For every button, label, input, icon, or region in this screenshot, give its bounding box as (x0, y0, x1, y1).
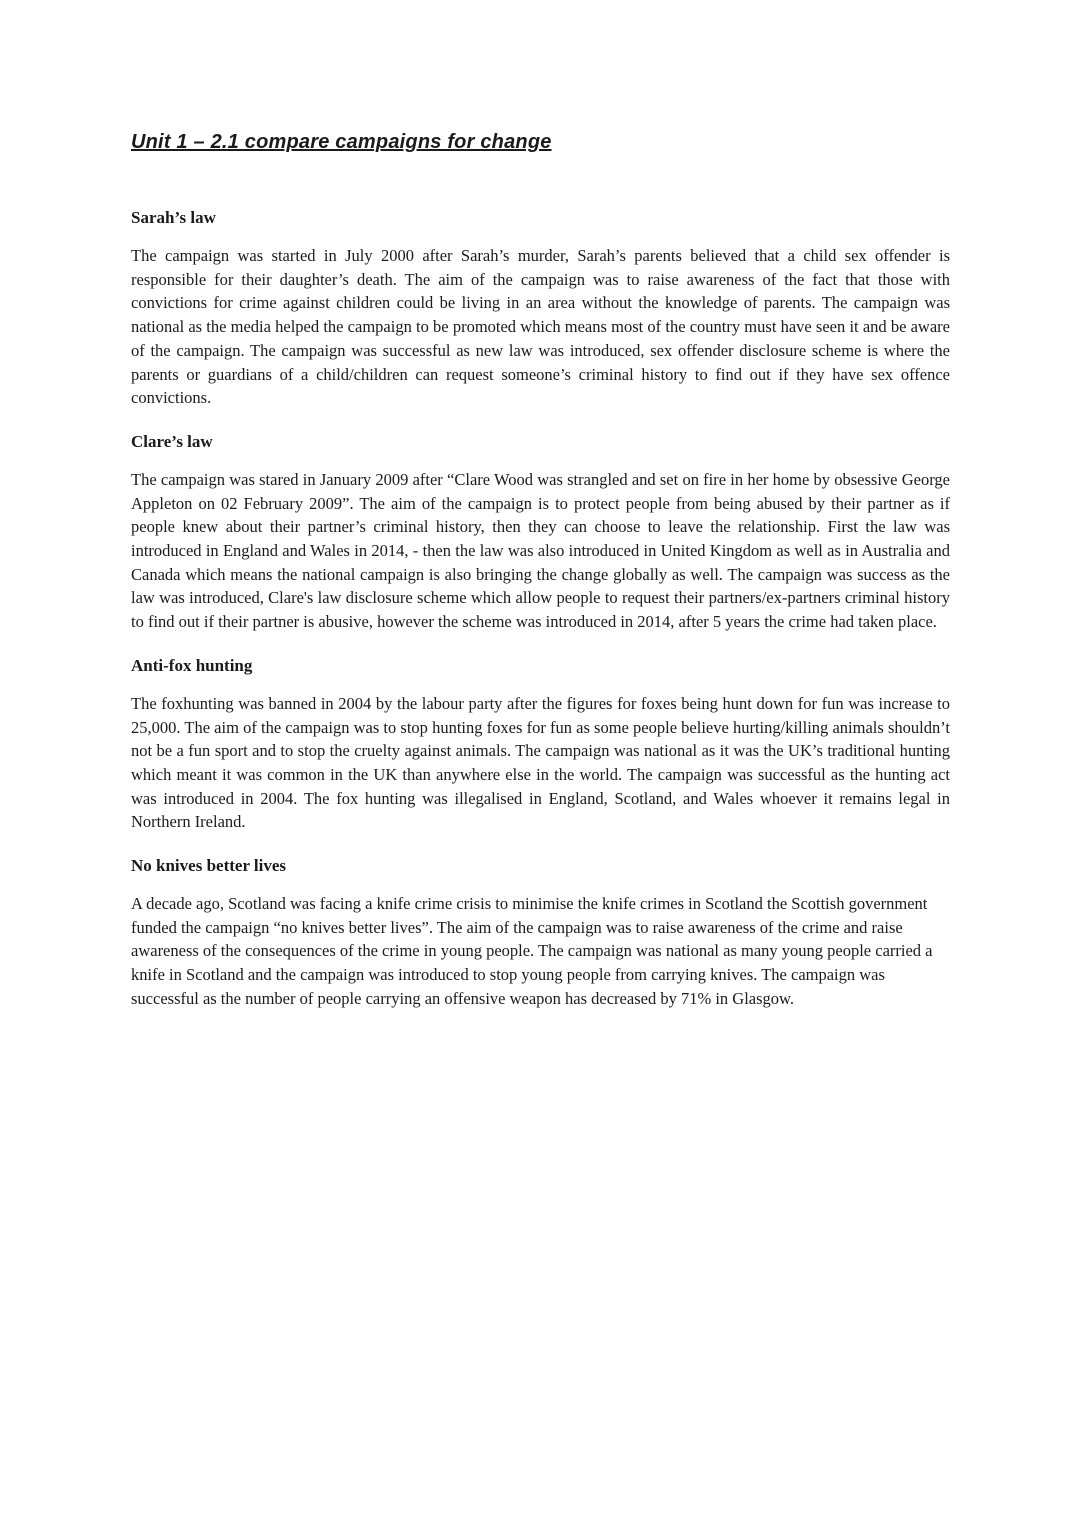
section-heading: No knives better lives (131, 856, 287, 876)
document-title: Unit 1 – 2.1 compare campaigns for change (131, 131, 552, 153)
section-paragraph: A decade ago, Scotland was facing a knife crime crisis to minimise the knife crimes in Scotland the Scottish government funded the campaign “no knives better lives”. The aim of the campaign was to raise awareness of the crime and raise awareness of the consequences of the crime in young people. The campaign was national as many young people carried a knife in Scotland and the campaign was introduced to stop young people from carrying knives. The campaign was successful as the number of people carrying an offensive weapon has decreased by 71% in Glasgow. (131, 894, 933, 1008)
section-paragraph: The campaign was started in July 2000 after Sarah’s murder, Sarah’s parents believed that a child sex offender is responsible for their daughter’s death. The aim of the campaign was to raise awareness of the fact that those with convictions for crime against children could be living in an area without the knowledge of parents. The campaign was national as the media helped the campaign to be promoted which means most of the country must have seen it and be aware of the campaign. The campaign was successful as new law was introduced, sex offender disclosure scheme is where the parents or guardians of a child/children can request someone’s criminal history to find out if they have sex offence convictions. (131, 246, 950, 408)
section-heading: Sarah’s law (131, 208, 216, 227)
campaign-section (131, 206, 950, 410)
campaign-section (131, 854, 950, 1011)
document-sections (131, 206, 950, 1011)
section-paragraph: The foxhunting was banned in 2004 by the labour party after the figures for foxes being hunt down for fun was increase to 25,000. The aim of the campaign was to stop hunting foxes for fun as some people believe hurting/killing animals shouldn’t not be a fun sport and to stop the cruelty against animals. The campaign was national as it was the UK’s traditional hunting which meant it was common in the UK than anywhere else in the world. The campaign was successful as the hunting act was introduced in 2004. The fox hunting was illegalised in England, Scotland, and Wales whoever it remains legal in Northern Ireland. (131, 693, 950, 832)
section-paragraph: The campaign was stared in January 2009 after “Clare Wood was strangled and set on fire in her home by obsessive George Appleton on 02 February 2009”. The aim of the campaign is to protect people from being abused by their partner as if people knew about their partner’s criminal history, then they can choose to leave the relationship. First the law was introduced in England and Wales in 2014, - then the law was also introduced in United Kingdom as well as in Australia and Canada which means the national campaign is also bringing the change globally as well. The campaign was success as the law was introduced, Clare's law disclosure scheme which allow people to request their partners/ex-partners criminal history to find out if their partner is abusive, however the scheme was introduced in 2014, after 5 years the crime had taken place. (131, 469, 950, 632)
section-heading: Clare’s law (131, 431, 213, 451)
section-heading: Anti-fox hunting (131, 655, 253, 675)
campaign-section (131, 654, 950, 834)
campaign-section (131, 430, 950, 634)
